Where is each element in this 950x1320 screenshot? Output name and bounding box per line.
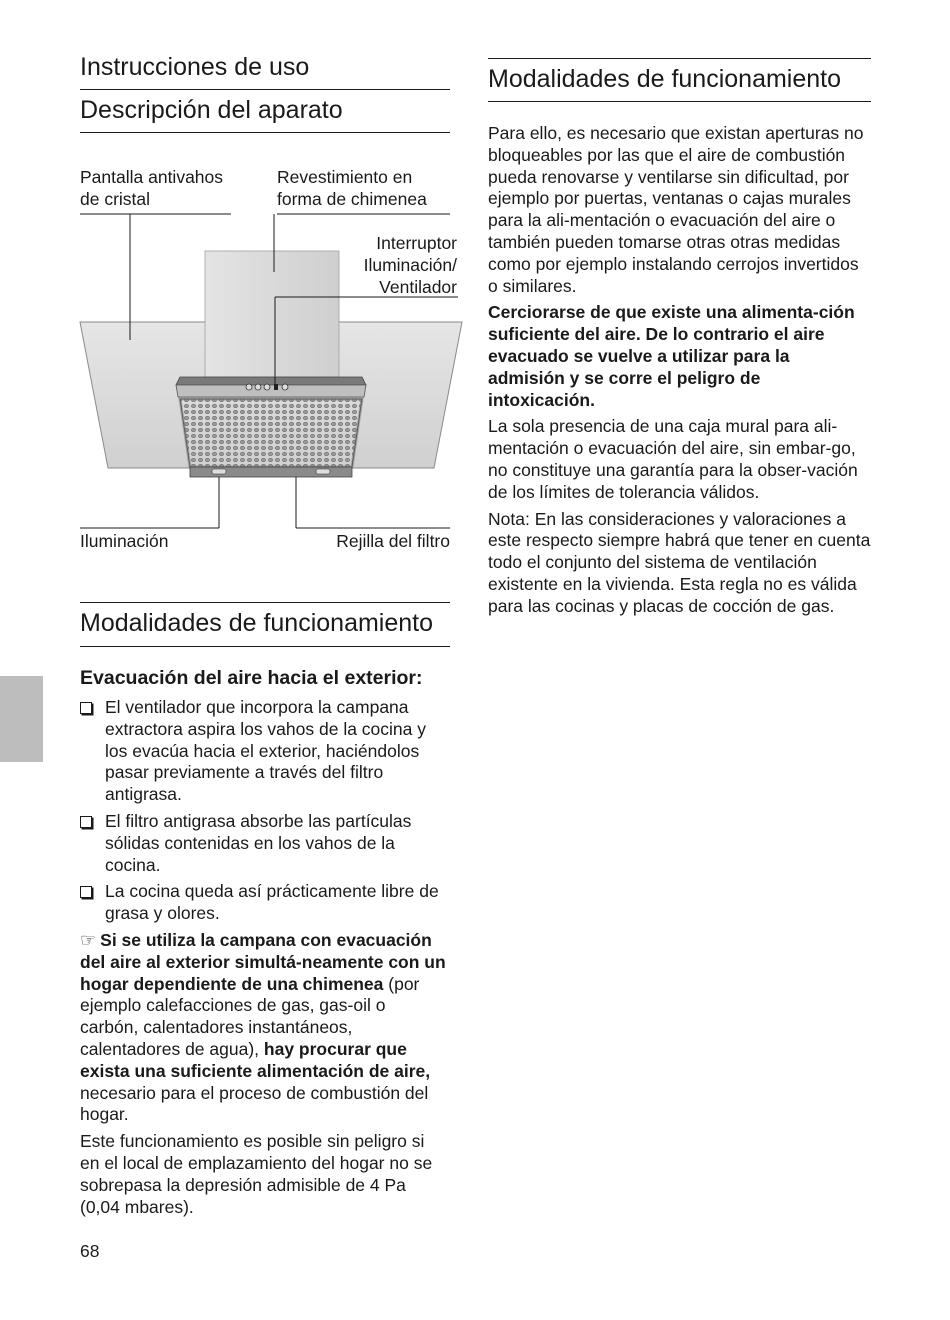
checkbox-bullet-icon [80, 702, 92, 714]
title-rule [80, 89, 450, 90]
list-item: El filtro antigrasa absorbe las partículas sólidas contenidas en los vahos de la cocina. [80, 811, 448, 876]
list-item: La cocina queda así prácticamente libre de grasa y olores. [80, 881, 448, 925]
paragraph-note: Nota: En las consideraciones y valoraciones a este respecto siempre habrá que tener en cuenta todo el conjunto del sistema de ventilación existente en la vivienda. Esta regla no es válida para las cocinas y placas de cocción de gas. [488, 508, 871, 616]
right-body [488, 123, 871, 623]
warning-note: ☞ Si se utiliza la campana con evacuación del aire al exterior simultá-neamente con un hogar dependiente de una chimenea (por ejemplo calefacciones de gas, gas-oil o carbón, calentadores instantáneos, calentadores de agua), hay procurar que exista una suficiente alimentación de aire, necesario para el proceso de combustión del hogar. [80, 929, 446, 1125]
pointing-hand-icon: ☞ [80, 929, 97, 950]
chimney-shape [205, 251, 339, 377]
list-item: El ventilador que incorpora la campana extractora aspira los vahos de la cocina y los evacúa hacia el exterior, haciéndolos pasar previamente a través del filtro antigrasa. [80, 697, 448, 806]
label-chimney-cover: Revestimiento en forma de chimenea [277, 167, 427, 209]
filter-grille-shape [180, 399, 362, 467]
paragraph-warning: Cerciorarse de que existe una alimenta-ción suficiente del aire. De lo contrario el aire evacuado se vuelve a utilizar para la admisión y se corre el peligro de intoxicación. [488, 302, 855, 410]
label-filter-grille: Rejilla del filtro [336, 531, 450, 551]
chapter-tab [0, 676, 43, 762]
paragraph-wall-box: La sola presencia de una caja mural para ali-mentación o evacuación del aire, sin embar-go, no constituye una garantía para la obser-vación de los límites de tolerancia válidos. [488, 416, 858, 502]
paragraph-openings: Para ello, es necesario que existan aperturas no bloqueables por las que el aire de combustión pueda renovarse y ventilarse sin dificultad, por ejemplo por puertas, ventanas o cajas murales para la ali-mentación o evacuación del aire o también pueden tomarse otras otras medidas como por ejemplo instalando cerrojos invertidos o similares. [488, 123, 864, 296]
subheading-exhaust: Evacuación del aire hacia el exterior: [80, 667, 423, 689]
checkbox-bullet-icon [80, 816, 92, 828]
right-top-rule [488, 58, 871, 59]
section-title-description: Descripción del aparato [80, 96, 343, 124]
section-rule [80, 132, 450, 133]
left-body [80, 666, 448, 1223]
page-title: Instrucciones de uso [80, 53, 310, 81]
label-switch: Interruptor Iluminación/ Ventilador [363, 233, 457, 297]
right-bottom-rule [488, 101, 871, 102]
paragraph-safe-operation: Este funcionamiento es posible sin peligro si en el local de emplazamiento del hogar no se sobrepasa la depresión admisible de 4 Pa (0,04 mbares). [80, 1131, 433, 1217]
right-section-title: Modalidades de funcionamiento [488, 65, 842, 93]
section-title-modes: Modalidades de funcionamiento [80, 609, 434, 637]
hood-diagram [78, 205, 464, 535]
section-top-rule [80, 602, 450, 603]
section-bottom-rule [80, 646, 450, 647]
label-lighting: Iluminación [80, 531, 169, 551]
page-number: 68 [80, 1241, 100, 1261]
label-glass-screen: Pantalla antivahos de cristal [80, 167, 224, 209]
checkbox-bullet-icon [80, 886, 92, 898]
